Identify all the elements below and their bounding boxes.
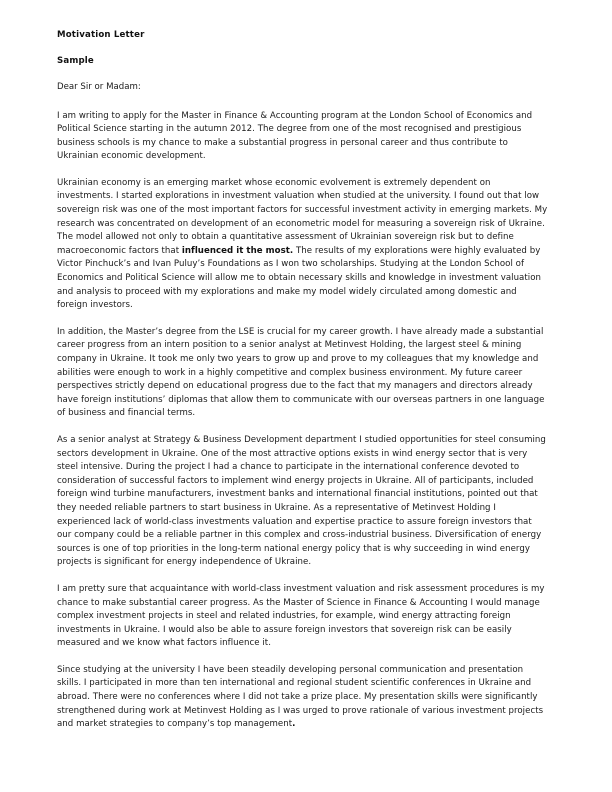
body-paragraph-1: I am writing to apply for the Master in Finance & Accounting program at the London School of Economics and Political Science starting in the autumn 2012. The degree from one of the most recognised and prestigious business schools is my chance to make a substantial progress in personal career and thus contribute to Ukrainian economic development. bbox=[57, 110, 533, 162]
body-paragraph-4: As a senior analyst at Strategy & Business Development department I studied opportunities for steel consuming sectors development in Ukraine. One of the most attractive options exists in wind energy sector that is very steel intensive. During the project I had a chance to participate in the international conference devoted to consideration of successful factors to implement wind energy projects in Ukraine. All of participants, included foreign wind turbine manufacturers, investment banks and international financial institutions, pointed out that they needed reliable partners to start business in Ukraine. As a representative of Metinvest Holding I experienced lack of world-class investments valuation and expertise practice to assure foreign investors that our company could be a reliable partner in this complex and cross-industrial business. Diversification of energy sources is one of top priorities in the long-term national energy policy that is why succeeding in wind energy projects is significant for energy independence of Ukraine. bbox=[57, 434, 546, 568]
body-paragraph-2 bbox=[57, 177, 548, 313]
page-title: Motivation Letter bbox=[57, 30, 145, 40]
paragraph-2-text-after-bold: The results of my explorations were highly evaluated by Victor Pinchuck’s and Ivan Puluy’s Foundations as I won two scholarships. Studying at the London School of Economics and Political Science will allow me to obtain necessary skills and knowledge in investment valuation and analysis to proceed with my explorations and make my model widely circulated among domestic and foreign investors. bbox=[57, 245, 542, 311]
paragraph-2-emphasis: influenced it the most. bbox=[181, 245, 294, 256]
paragraph-6-text-before-bold: Since studying at the university I have been steadily developing personal communication and presentation skills. I participated in more than ten international and regional student scientific conferences in Ukraine and abroad. There were no conferences where I did not take a prize place. My presentation skills were significantly strengthened during work at Metinvest Holding as I was urged to prove rationale of various investment projects and market strategies to company’s top management bbox=[57, 664, 544, 730]
paragraph-6-emphasis: . bbox=[292, 719, 296, 730]
paragraph-2-text-before-bold: Ukrainian economy is an emerging market whose economic evolvement is extremely dependent on investments. I started explorations in investment valuation when studied at the university. I found out that low sovereign risk was one of the most important factors for successful investment activity in emerging markets. My research was concentrated on development of an econometric model for measuring a sovereign risk of Ukraine. The model allowed not only to obtain a quantitative assessment of Ukrainian sovereign risk but to define macroeconomic factors that bbox=[57, 177, 548, 256]
document-subtitle: Sample bbox=[57, 56, 94, 67]
body-paragraph-6 bbox=[57, 664, 548, 732]
salutation: Dear Sir or Madam: bbox=[57, 82, 141, 93]
body-paragraph-5: I am pretty sure that acquaintance with world-class investment valuation and risk assessment procedures is my chance to make substantial career progress. As the Master of Science in Finance & Accounting I would manage complex investment projects in steel and related industries, for example, wind energy attracting foreign investments in Ukraine. I would also be able to assure foreign investors that sovereign risk can be easily measured and we know what factors influence it. bbox=[57, 583, 545, 649]
body-paragraph-3: In addition, the Master’s degree from the LSE is crucial for my career growth. I have already made a substantial career progress from an intern position to a senior analyst at Metinvest Holding, the largest steel & mining company in Ukraine. It took me only two years to grow up and prove to my colleagues that my knowledge and abilities were enough to work in a highly competitive and complex business environment. My future career perspectives strictly depend on educational progress due to the fact that my managers and directors already have foreign institutions’ diplomas that allow them to communicate with our overseas partners in one language of business and financial terms. bbox=[57, 326, 545, 419]
